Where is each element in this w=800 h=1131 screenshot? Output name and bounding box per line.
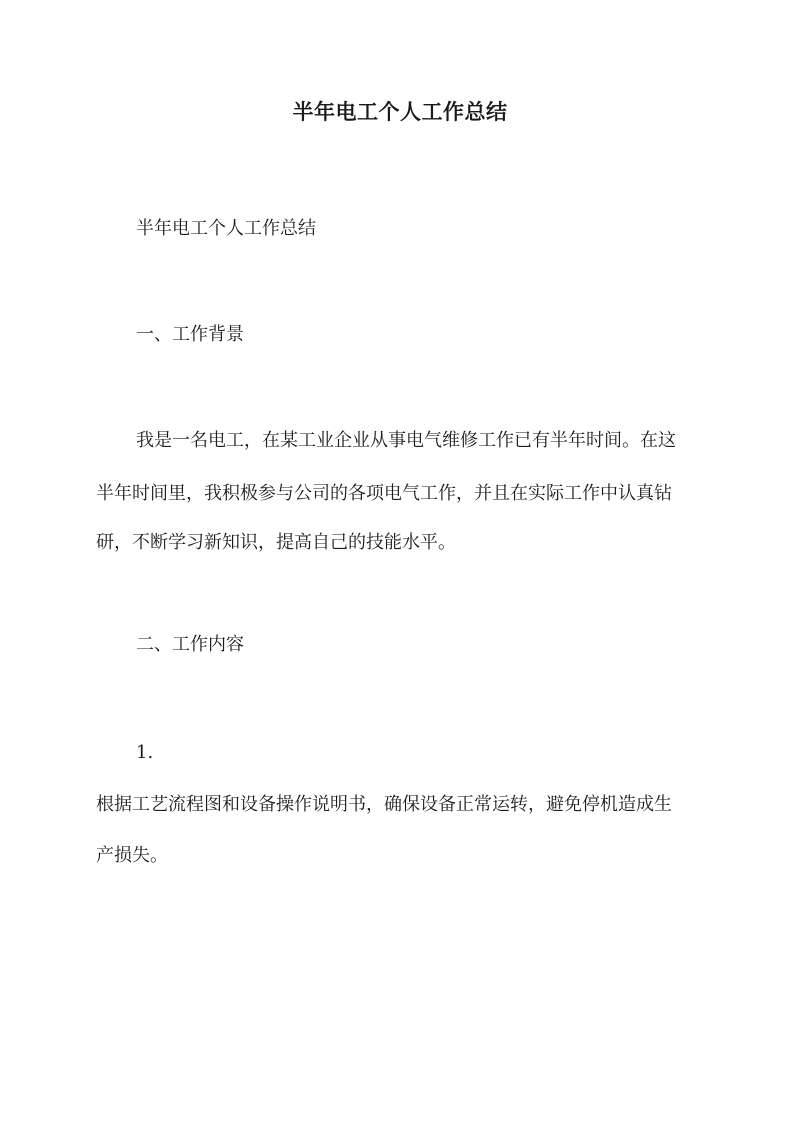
- document-title: 半年电工个人工作总结: [292, 99, 508, 124]
- paragraph-line: 半年时间里，我积极参与公司的各项电气工作，并且在实际工作中认真钻: [96, 483, 672, 504]
- list-item-number: 1.: [136, 742, 154, 763]
- paragraph-line: 我是一名电工，在某工业企业从事电气维修工作已有半年时间。在这: [136, 430, 676, 451]
- paragraph-line: 研，不断学习新知识，提高自己的技能水平。: [96, 532, 456, 553]
- section-heading-content: 二、工作内容: [136, 634, 244, 655]
- list-item-line: 根据工艺流程图和设备操作说明书，确保设备正常运转，避免停机造成生: [96, 794, 672, 815]
- document-subtitle: 半年电工个人工作总结: [136, 218, 316, 239]
- section-heading-background: 一、工作背景: [136, 324, 244, 345]
- list-item-line: 产损失。: [96, 845, 168, 866]
